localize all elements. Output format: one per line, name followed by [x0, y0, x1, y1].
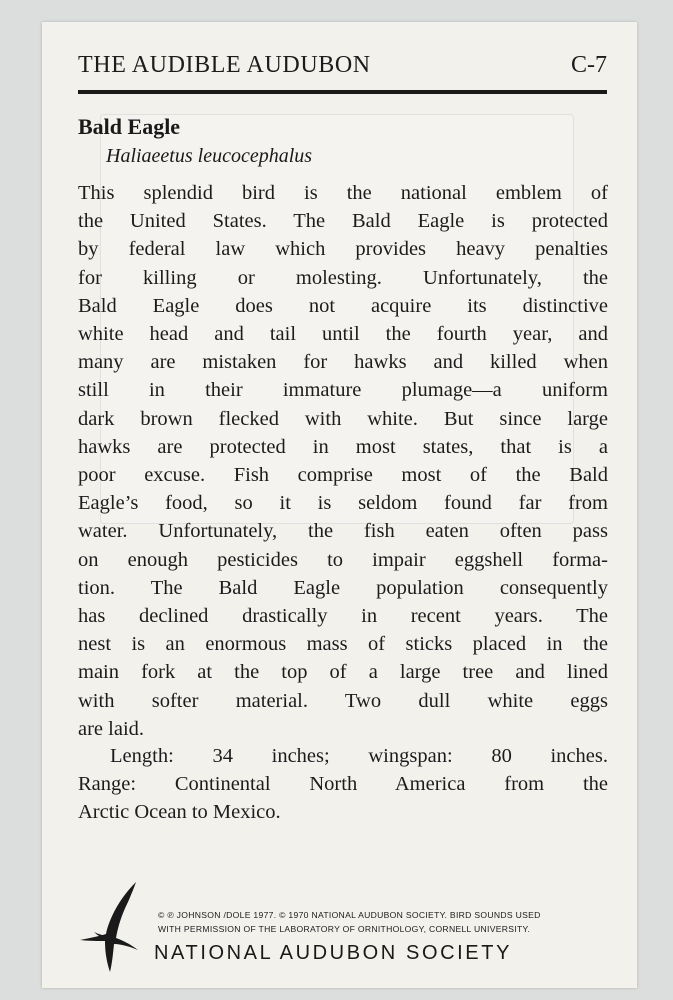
description-line: by federal law which provides heavy penalties — [78, 238, 608, 261]
description-line: poor excuse. Fish comprise most of the Bald — [78, 464, 608, 487]
description-line: Bald Eagle does not acquire its distinctive — [78, 294, 608, 317]
series-title: THE AUDIBLE AUDUBON — [78, 52, 371, 78]
measurement-line: Length: 34 inches; wingspan: 80 inches. — [110, 745, 608, 767]
society-name: NATIONAL AUDUBON SOCIETY — [154, 942, 513, 964]
card-code: C-7 — [571, 52, 607, 78]
species-description — [78, 179, 608, 743]
description-line: still in their immature plumage—a uniform — [78, 379, 608, 402]
description-line: This splendid bird is the national emblem of — [78, 182, 608, 204]
description-line: for killing or molesting. Unfortunately, the — [78, 266, 608, 289]
species-measurements — [78, 742, 608, 827]
card-header — [78, 52, 607, 90]
description-line: hawks are protected in most states, that is a — [78, 435, 608, 458]
description-line: the United States. The Bald Eagle is protected — [78, 210, 608, 233]
copyright-notice — [158, 908, 612, 936]
description-line: white head and tail until the fourth year, and — [78, 323, 608, 346]
description-line: has declined drastically in recent years. The — [78, 605, 608, 628]
description-line: tion. The Bald Eagle population consequently — [78, 576, 608, 599]
range-line: Range: Continental North America from the — [78, 773, 608, 796]
copyright-line: © ℗ JOHNSON /DOLE 1977. © 1970 NATIONAL AUDUBON SOCIETY. BIRD SOUNDS USED — [158, 910, 541, 920]
description-line: with softer material. Two dull white eggs — [78, 689, 608, 712]
description-line: many are mistaken for hawks and killed when — [78, 351, 608, 374]
audubon-card — [42, 22, 637, 988]
egret-silhouette-icon — [76, 880, 152, 980]
header-rule — [78, 90, 607, 94]
description-line: are laid. — [78, 717, 145, 740]
species-scientific-name: Haliaeetus leucocephalus — [106, 145, 313, 167]
description-line: dark brown flecked with white. But since large — [78, 407, 608, 430]
description-line: nest is an enormous mass of sticks placed in the — [78, 633, 608, 656]
description-line: water. Unfortunately, the fish eaten often pass — [78, 520, 608, 543]
description-line: Eagle’s food, so it is seldom found far from — [78, 492, 608, 515]
description-line: main fork at the top of a large tree and lined — [78, 661, 608, 684]
range-line: Arctic Ocean to Mexico. — [78, 801, 281, 824]
description-line: on enough pesticides to impair eggshell forma- — [78, 548, 608, 571]
copyright-line: WITH PERMISSION OF THE LABORATORY OF ORNITHOLOGY, CORNELL UNIVERSITY. — [158, 924, 531, 934]
species-common-name: Bald Eagle — [78, 114, 181, 139]
